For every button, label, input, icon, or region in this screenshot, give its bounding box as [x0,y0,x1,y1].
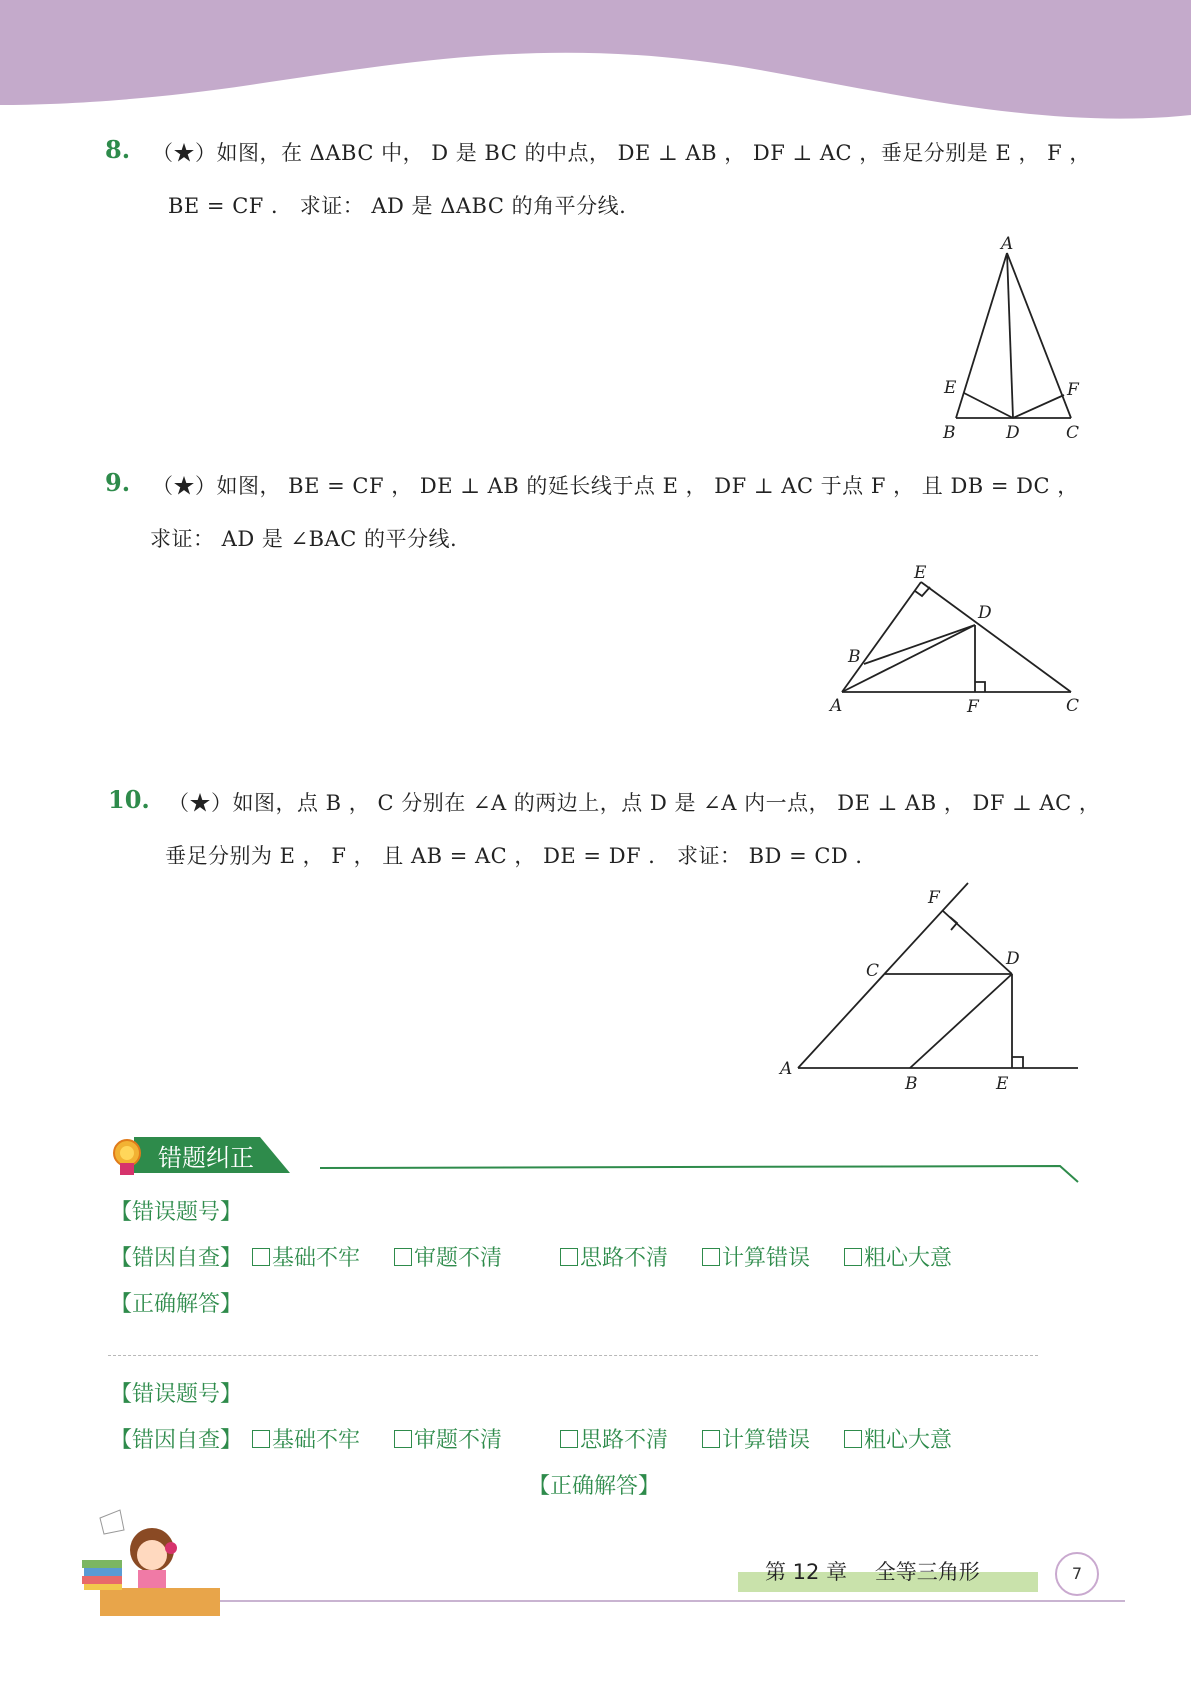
mascot-illustration [80,1500,240,1620]
question-10-text-line2: 垂足分别为 E ， F ， 且 AB = AC ， DE = DF ． 求证： BD = CD ． [165,844,877,868]
fig10-label-A: A [780,1059,793,1079]
fig9-label-D: D [978,603,992,623]
question-8-number: 8. [105,135,131,164]
checkbox-icon[interactable] [844,1430,862,1448]
question-10-text-line1: （★）如图，点 B ， C 分别在 ∠A 的两边上，点 D 是 ∠A 内一点， DE ⊥ AB ， DF ⊥ AC ， [168,791,1101,815]
checkbox-icon[interactable] [252,1248,270,1266]
fig8-label-E: E [944,378,957,398]
checkbox-icon[interactable] [560,1430,578,1448]
checkbox-icon[interactable] [844,1248,862,1266]
fig9-label-C: C [1066,696,1080,716]
block1-option-5[interactable]: 粗心大意 [844,1241,952,1272]
checkbox-icon[interactable] [702,1430,720,1448]
checkbox-icon[interactable] [394,1430,412,1448]
checkbox-icon[interactable] [560,1248,578,1266]
block1-answer-label: 【正确解答】 [110,1292,243,1317]
fig8-label-D: D [1006,423,1020,443]
fig8-label-A: A [1001,235,1014,254]
fig10-label-D: D [1006,949,1020,969]
question-10-number: 10. [108,785,150,814]
block2-option-4[interactable]: 计算错误 [702,1423,810,1454]
header-banner [0,0,1191,130]
fig8-label-B: B [943,423,956,443]
question-9-number: 9. [105,468,131,497]
page-number: 7 [1055,1552,1099,1596]
correction-section-rule [320,1160,1080,1190]
block2-option-2[interactable]: 审题不清 [394,1423,502,1454]
question-9-text-line2: 求证： AD 是 ∠BAC 的平分线. [150,527,458,551]
checkbox-icon[interactable] [394,1248,412,1266]
question-8-figure [930,235,1090,445]
correction-section-title: 错题纠正 [158,1144,254,1172]
block1-option-3[interactable]: 思路不清 [560,1241,668,1272]
question-10-figure [770,870,1090,1090]
question-9-figure [820,560,1090,720]
checkbox-icon[interactable] [702,1248,720,1266]
block2-option-5[interactable]: 粗心大意 [844,1423,952,1454]
block2-answer-label: 【正确解答】 [528,1474,661,1499]
block2-option-1[interactable]: 基础不牢 [252,1423,360,1454]
fig9-label-E: E [914,563,927,583]
block2-option-3[interactable]: 思路不清 [560,1423,668,1454]
block1-error-number-label: 【错误题号】 [110,1200,243,1225]
question-8-text-line2: BE = CF ． 求证： AD 是 ΔABC 的角平分线. [168,194,627,218]
fig10-label-F: F [928,888,940,908]
block2-error-number-label: 【错误题号】 [110,1382,243,1407]
fig9-label-B: B [848,647,861,667]
fig10-label-C: C [866,961,880,981]
fig8-label-F: F [1067,380,1079,400]
block1-option-1[interactable]: 基础不牢 [252,1241,360,1272]
block1-cause-label: 【错因自查】 [110,1246,243,1271]
question-8-text-line1: （★）如图，在 ΔABC 中， D 是 BC 的中点， DE ⊥ AB ， DF ⊥ AC ，垂足分别是 E ， F ， [152,141,1091,165]
block-divider [108,1355,1038,1356]
block1-option-4[interactable]: 计算错误 [702,1241,810,1272]
checkbox-icon[interactable] [252,1430,270,1448]
footer-chapter-title: 第 12 章 全等三角形 [765,1560,980,1584]
block2-cause-label: 【错因自查】 [110,1428,243,1453]
block1-option-2[interactable]: 审题不清 [394,1241,502,1272]
fig9-label-F: F [967,697,979,717]
fig10-label-E: E [996,1074,1009,1090]
footer-rule [220,1600,1125,1602]
fig9-label-A: A [830,696,843,716]
question-9-text-line1: （★）如图， BE = CF ， DE ⊥ AB 的延长线于点 E ， DF ⊥ AC 于点 F ， 且 DB = DC ， [152,474,1079,498]
fig8-label-C: C [1066,423,1080,443]
fig10-label-B: B [905,1074,918,1090]
